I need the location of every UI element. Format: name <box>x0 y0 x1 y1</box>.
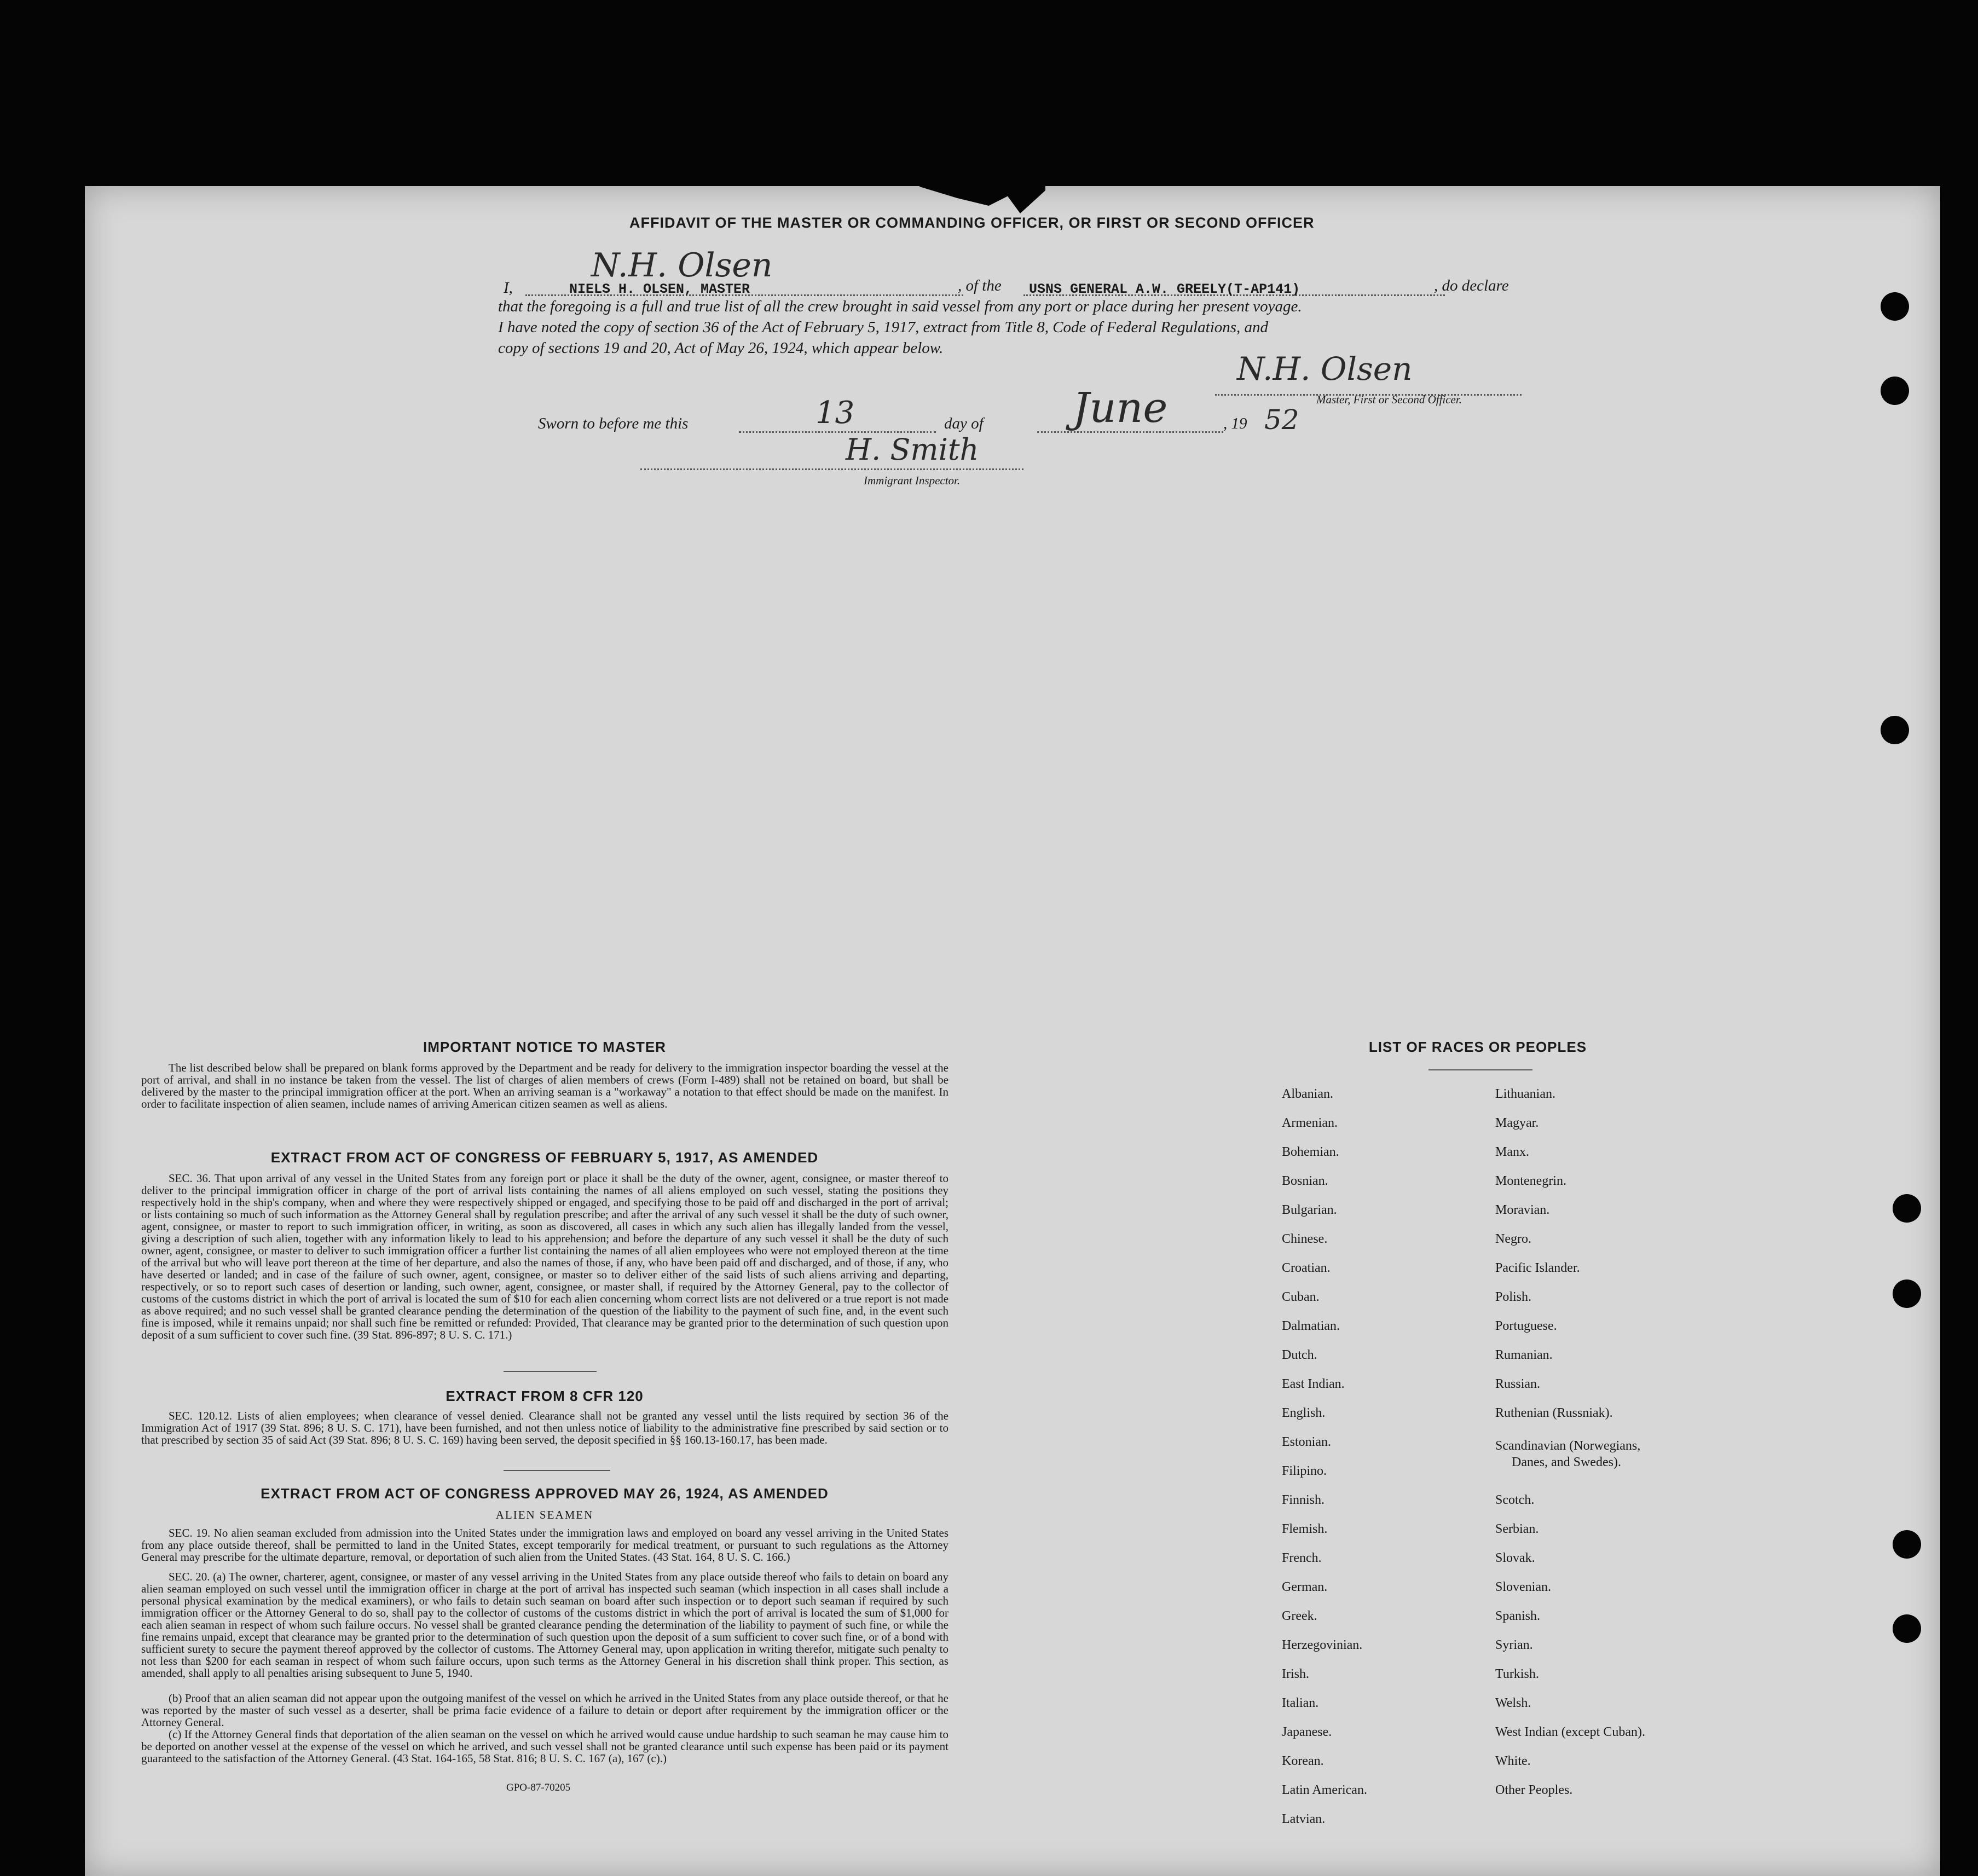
race-item: Serbian. <box>1495 1522 1539 1536</box>
punch-hole <box>1893 1530 1921 1559</box>
sec-20b: (b) Proof that an alien seaman did not appear upon the outgoing manifest of the vessel on which he arrived in the United States from any place outside thereof, or that he was reported by the master of such vessel as a deserter, shall be prima facie evidence of a failure to detain or deport after requirement by the immigration officer or the Attorney General. <box>141 1692 948 1729</box>
day-label: day of <box>944 415 984 432</box>
punch-hole <box>1893 1279 1921 1308</box>
race-item: Slovenian. <box>1495 1580 1551 1594</box>
sec-20c: (c) If the Attorney General finds that deportation of the alien seaman on the vessel on which he arrived would cause undue hardship to such seaman he may cause him to be deported on another vessel at the expense of the vessel on which he arrived, and such vessel shall not be granted clearance until such expense has been paid or its payment guaranteed to the satisfaction of the Attorney General. (43 Stat. 164-165, 58 Stat. 816; 8 U. S. C. 167 (a), 167 (c).) <box>141 1728 948 1765</box>
affidavit-title: AFFIDAVIT OF THE MASTER OR COMMANDING OFFICER, OR FIRST OR SECOND OFFICER <box>629 215 1315 231</box>
race-item: Albanian. <box>1282 1087 1333 1101</box>
affidavit-prefix: I, <box>504 279 513 297</box>
race-item: Other Peoples. <box>1495 1783 1573 1797</box>
race-item: Latin American. <box>1282 1783 1367 1797</box>
form-number: GPO-87-70205 <box>506 1782 571 1793</box>
race-item: Moravian. <box>1495 1203 1550 1217</box>
race-item: Magyar. <box>1495 1116 1539 1130</box>
races-left-column <box>1282 1087 1367 1841</box>
day-value: 13 <box>816 395 855 431</box>
race-item: Filipino. <box>1282 1464 1327 1478</box>
race-item: White. <box>1495 1754 1531 1768</box>
race-item: Greek. <box>1282 1609 1317 1623</box>
notice-title: IMPORTANT NOTICE TO MASTER <box>423 1039 666 1055</box>
race-item: Russian. <box>1495 1377 1541 1391</box>
race-item: Lithuanian. <box>1495 1087 1555 1101</box>
extract-1917-body: SEC. 36. That upon arrival of any vessel in the United States from any foreign port or place it shall be the duty of the owner, agent, consignee, or master thereof to deliver to the principal immigration officer in charge of the port of arrival lists containing the names of all aliens employed on such vessel, stating the positions they respectively hold in the ship's company, when and where they were respectively shipped or engaged, and specifying those to be paid off and discharged in the port of arrival; or lists containing so much of such information as the Attorney General shall by regulation prescribe; and after the arrival of any such vessel it shall be the duty of such owner, agent, consignee, or master to report to such immigration officer, in writing, as soon as discovered, all cases in which any such alien has illegally landed from the vessel, giving a description of such alien, together with any information likely to lead to his apprehension; and before the departure of any such vessel it shall be the duty of such owner, agent, consignee, or master to deliver to such immigration officer a further list containing the names of all alien employees who were not employed thereon at the time of the arrival but who will leave port thereon at the time of her departure, and also the names of those, if any, who have been paid off and discharged, and of those, if any, who have deserted or landed; and in case of the failure of such owner, agent, consignee, or master so to deliver either of the said lists of such aliens arriving and departing, respectively, or so to report such cases of desertion or landing, such owner, agent, consignee, or master shall, if required by the Attorney General, pay to the collector of customs of the customs district in which the port of arrival is located the sum of $10 for each alien concerning whom correct lists are not delivered or a true report is not made as above required; and no such vessel shall be granted clearance pending the determination of the question of the liability to the payment of such fine, and, in the event such fine is imposed, while it remains unpaid; nor shall such fine be remitted or refunded: Provided, That clearance may be granted prior to the determination of such question upon deposit of a sum sufficient to cover such fine. (39 Stat. 896-897; 8 U. S. C. 171.) <box>141 1172 948 1341</box>
race-item: Turkish. <box>1495 1667 1539 1681</box>
master-name-typed: NIELS H. OLSEN, MASTER <box>569 281 750 297</box>
race-item: Danes, and Swedes). <box>1512 1455 1621 1469</box>
extract-cfr-title: EXTRACT FROM 8 CFR 120 <box>446 1388 644 1404</box>
inspector-signature: H. Smith <box>846 432 979 467</box>
sec-20a: SEC. 20. (a) The owner, charterer, agent, consignee, or master of any vessel arriving in the United States from any place outside thereof who fails to detain on board any alien seaman employed on such vessel until the immigration officer in charge at the port of arrival has inspected such seaman (which inspection in all cases shall include a personal physical examination by the medical examiners), or who fails to detain such seaman on board after such inspection or to deport such seaman if required by such immigration officer or the Attorney General to do so, shall pay to the collector of customs of the customs district in which the port of arrival is located the sum of $1,000 for each alien seaman in respect of whom such failure occurs. No vessel shall be granted clearance pending the determination of the liability to payment of such fine, or while the fine remains unpaid, except that clearance may be granted prior to the determination of such question upon the deposit of a sum sufficient to cover such fine, or of a bond with sufficient surety to secure the payment thereof approved by the collector of customs. The Attorney General may, upon application in writing therefor, mitigate such penalty to not less than $200 for each seaman in respect of whom such failure occurs, upon such terms as the Attorney General in his discretion shall think proper. This section, as amended, shall apply to all penalties arising subsequent to June 5, 1940. <box>141 1570 948 1680</box>
divider <box>504 1371 597 1372</box>
declare-label: , do declare <box>1434 277 1509 294</box>
punch-hole <box>1881 377 1909 405</box>
extract-1924-title: EXTRACT FROM ACT OF CONGRESS APPROVED MAY 26, 1924, AS AMENDED <box>261 1485 829 1502</box>
race-item: Ruthenian (Russniak). <box>1495 1406 1613 1420</box>
race-item: Portuguese. <box>1495 1319 1557 1333</box>
affidavit-line-2: that the foregoing is a full and true list of all the crew brought in said vessel from any port or place during her present voyage. <box>498 298 1302 315</box>
race-item: German. <box>1282 1580 1328 1594</box>
of-the-label: , of the <box>958 277 1002 294</box>
race-item: Welsh. <box>1495 1696 1531 1710</box>
month-value: June <box>1073 383 1168 432</box>
vessel-name: USNS GENERAL A.W. GREELY(T-AP141) <box>1029 281 1300 297</box>
race-item: Chinese. <box>1282 1232 1328 1246</box>
race-item: Latvian. <box>1282 1812 1326 1826</box>
race-item: Rumanian. <box>1495 1348 1553 1362</box>
punch-hole <box>1881 716 1909 744</box>
race-item: Herzegovinian. <box>1282 1638 1363 1652</box>
sworn-label: Sworn to before me this <box>538 415 689 432</box>
race-item: Scandinavian (Norwegians, <box>1495 1439 1641 1453</box>
race-item: Spanish. <box>1495 1609 1541 1623</box>
race-item: West Indian (except Cuban). <box>1495 1725 1645 1739</box>
punch-hole <box>1893 1194 1921 1223</box>
extract-1917-title: EXTRACT FROM ACT OF CONGRESS OF FEBRUARY 5, 1917, AS AMENDED <box>270 1149 819 1166</box>
race-item: Manx. <box>1495 1145 1529 1159</box>
race-item: Negro. <box>1495 1232 1531 1246</box>
race-item: Flemish. <box>1282 1522 1328 1536</box>
notice-body: The list described below shall be prepared on blank forms approved by the Department and be ready for delivery to the immigration inspector boarding the vessel at the port of arrival, and shall in no instance be taken from the vessel. The list of charges of alien members of crews (Form I-489) shall not be retained on board, but shall be delivered by the master to the principal immigration officer at the port. When an arriving seaman is a "workaway" a notation to that effect should be made on the manifest. In order to facilitate inspection of alien seamen, include names of arriving American citizen seamen as well as aliens. <box>141 1061 948 1110</box>
punch-hole <box>1893 1614 1921 1643</box>
master-caption: Master, First or Second Officer. <box>1316 393 1462 406</box>
race-item: Cuban. <box>1282 1290 1320 1304</box>
master-signature: N.H. Olsen <box>1237 350 1413 387</box>
race-item: Slovak. <box>1495 1551 1535 1565</box>
race-item: Dalmatian. <box>1282 1319 1340 1333</box>
inspector-caption: Immigrant Inspector. <box>864 474 961 487</box>
year-prefix: , 19 <box>1223 415 1247 432</box>
race-item: Pacific Islander. <box>1495 1261 1580 1275</box>
race-item: Bohemian. <box>1282 1145 1339 1159</box>
race-item: East Indian. <box>1282 1377 1345 1391</box>
race-item: Japanese. <box>1282 1725 1332 1739</box>
punch-hole <box>1881 292 1909 321</box>
race-item: Korean. <box>1282 1754 1324 1768</box>
races-right-column <box>1495 1087 1645 1812</box>
race-item: Italian. <box>1282 1696 1319 1710</box>
races-title: LIST OF RACES OR PEOPLES <box>1368 1039 1587 1055</box>
race-item: Scotch. <box>1495 1493 1535 1507</box>
race-item: English. <box>1282 1406 1326 1420</box>
race-item: Bosnian. <box>1282 1174 1328 1188</box>
race-item: Dutch. <box>1282 1348 1317 1362</box>
race-item: Armenian. <box>1282 1116 1338 1130</box>
sec-19: SEC. 19. No alien seaman excluded from admission into the United States under the immigration laws and employed on board any vessel arriving in the United States from any place outside thereof, shall be permitted to land in the United States, except temporarily for medical treatment, or pursuant to such regulations as the Attorney General may prescribe for the ultimate departure, removal, or deportation of such alien from the United States. (43 Stat. 164, 8 U. S. C. 166.) <box>141 1526 948 1564</box>
race-item: Estonian. <box>1282 1435 1331 1449</box>
race-item: Croatian. <box>1282 1261 1331 1275</box>
master-signature-top: N.H. Olsen <box>591 246 773 285</box>
divider <box>504 1470 610 1471</box>
race-item: Finnish. <box>1282 1493 1325 1507</box>
race-item: Irish. <box>1282 1667 1309 1681</box>
alien-seamen-subtitle: ALIEN SEAMEN <box>495 1508 594 1521</box>
race-item: Syrian. <box>1495 1638 1533 1652</box>
affidavit-line-3: I have noted the copy of section 36 of the Act of February 5, 1917, extract from Title 8, Code of Federal Regulations, and <box>498 319 1269 336</box>
extract-cfr-body: SEC. 120.12. Lists of alien employees; when clearance of vessel denied. Clearance shall not be granted any vessel until the lists required by section 36 of the Immigration Act of 1917 (39 Stat. 896; 8 U. S. C. 171), have been furnished, and not then unless notice of liability to the administrative fine prescribed by said section or to that prescribed by section 35 of said Act (39 Stat. 896; 8 U. S. C. 169) having been served, the deposit specified in §§ 160.13-160.17, has been made. <box>141 1409 948 1446</box>
race-item: Polish. <box>1495 1290 1532 1304</box>
races-divider <box>1428 1069 1532 1070</box>
year-value: 52 <box>1264 404 1299 436</box>
race-item: Bulgarian. <box>1282 1203 1337 1217</box>
race-item: Montenegrin. <box>1495 1174 1566 1188</box>
race-item: French. <box>1282 1551 1322 1565</box>
affidavit-line-4: copy of sections 19 and 20, Act of May 26, 1924, which appear below. <box>498 339 944 357</box>
